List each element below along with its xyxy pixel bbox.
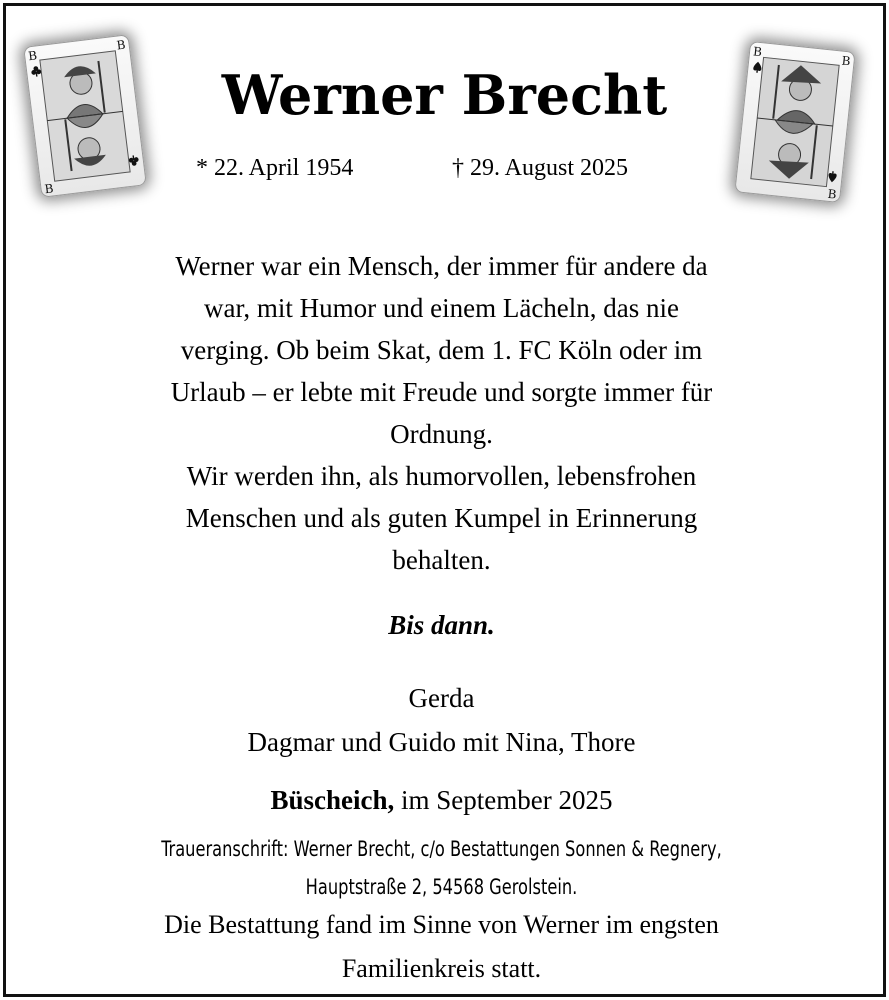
memorial-text-line: behalten. bbox=[392, 545, 491, 575]
mourners bbox=[0, 676, 883, 764]
death-date: † 29. August 2025 bbox=[452, 155, 629, 181]
funeral-notice bbox=[0, 903, 883, 991]
memorial-text-line: Ordnung. bbox=[390, 419, 493, 449]
memorial-text-line: Werner war ein Mensch, der immer für andere da bbox=[175, 251, 708, 281]
memorial-text bbox=[20, 245, 863, 581]
card-rank-top-left: B bbox=[752, 44, 763, 60]
spade-icon bbox=[828, 171, 837, 183]
town-name: Büscheich, bbox=[270, 785, 395, 815]
notice-date: im September 2025 bbox=[394, 785, 613, 815]
card-rank-bottom-left: B bbox=[43, 181, 55, 197]
card-rank-bottom-right: B bbox=[826, 186, 838, 202]
memorial-text-line: verging. Ob beim Skat, dem 1. FC Köln oder im bbox=[180, 335, 703, 365]
memorial-text-line: war, mit Humor und einem Lächeln, das nie bbox=[203, 293, 680, 323]
memorial-text-line: Urlaub – er lebte mit Freude und sorgte immer für bbox=[170, 377, 713, 407]
mourning-address bbox=[62, 830, 821, 906]
birth-date: * 22. April 1954 bbox=[196, 155, 354, 181]
place-and-date bbox=[0, 785, 883, 816]
address-line: Hauptstraße 2, 54568 Gerolstein. bbox=[305, 875, 578, 899]
funeral-notice-line: Familienkreis statt. bbox=[341, 954, 542, 983]
memorial-text-line: Wir werden ihn, als humorvollen, lebensfrohen bbox=[186, 461, 697, 491]
mourner-line: Dagmar und Guido mit Nina, Thore bbox=[247, 727, 636, 757]
memorial-text-line: Menschen und als guten Kumpel in Erinnerung bbox=[185, 503, 698, 533]
card-rank-top-right: B bbox=[115, 37, 127, 53]
farewell-phrase: Bis dann. bbox=[388, 610, 495, 640]
funeral-notice-line: Die Bestattung fand im Sinne von Werner im engsten bbox=[164, 910, 719, 939]
mourner-line: Gerda bbox=[408, 683, 475, 713]
address-line: Traueranschrift: Werner Brecht, c/o Bestattungen Sonnen & Regnery, bbox=[161, 837, 722, 861]
club-icon bbox=[128, 155, 139, 167]
deceased-name: Werner Brecht bbox=[221, 63, 668, 127]
card-rank-top-left: B bbox=[27, 48, 38, 64]
card-rank-top-right: B bbox=[840, 53, 852, 69]
